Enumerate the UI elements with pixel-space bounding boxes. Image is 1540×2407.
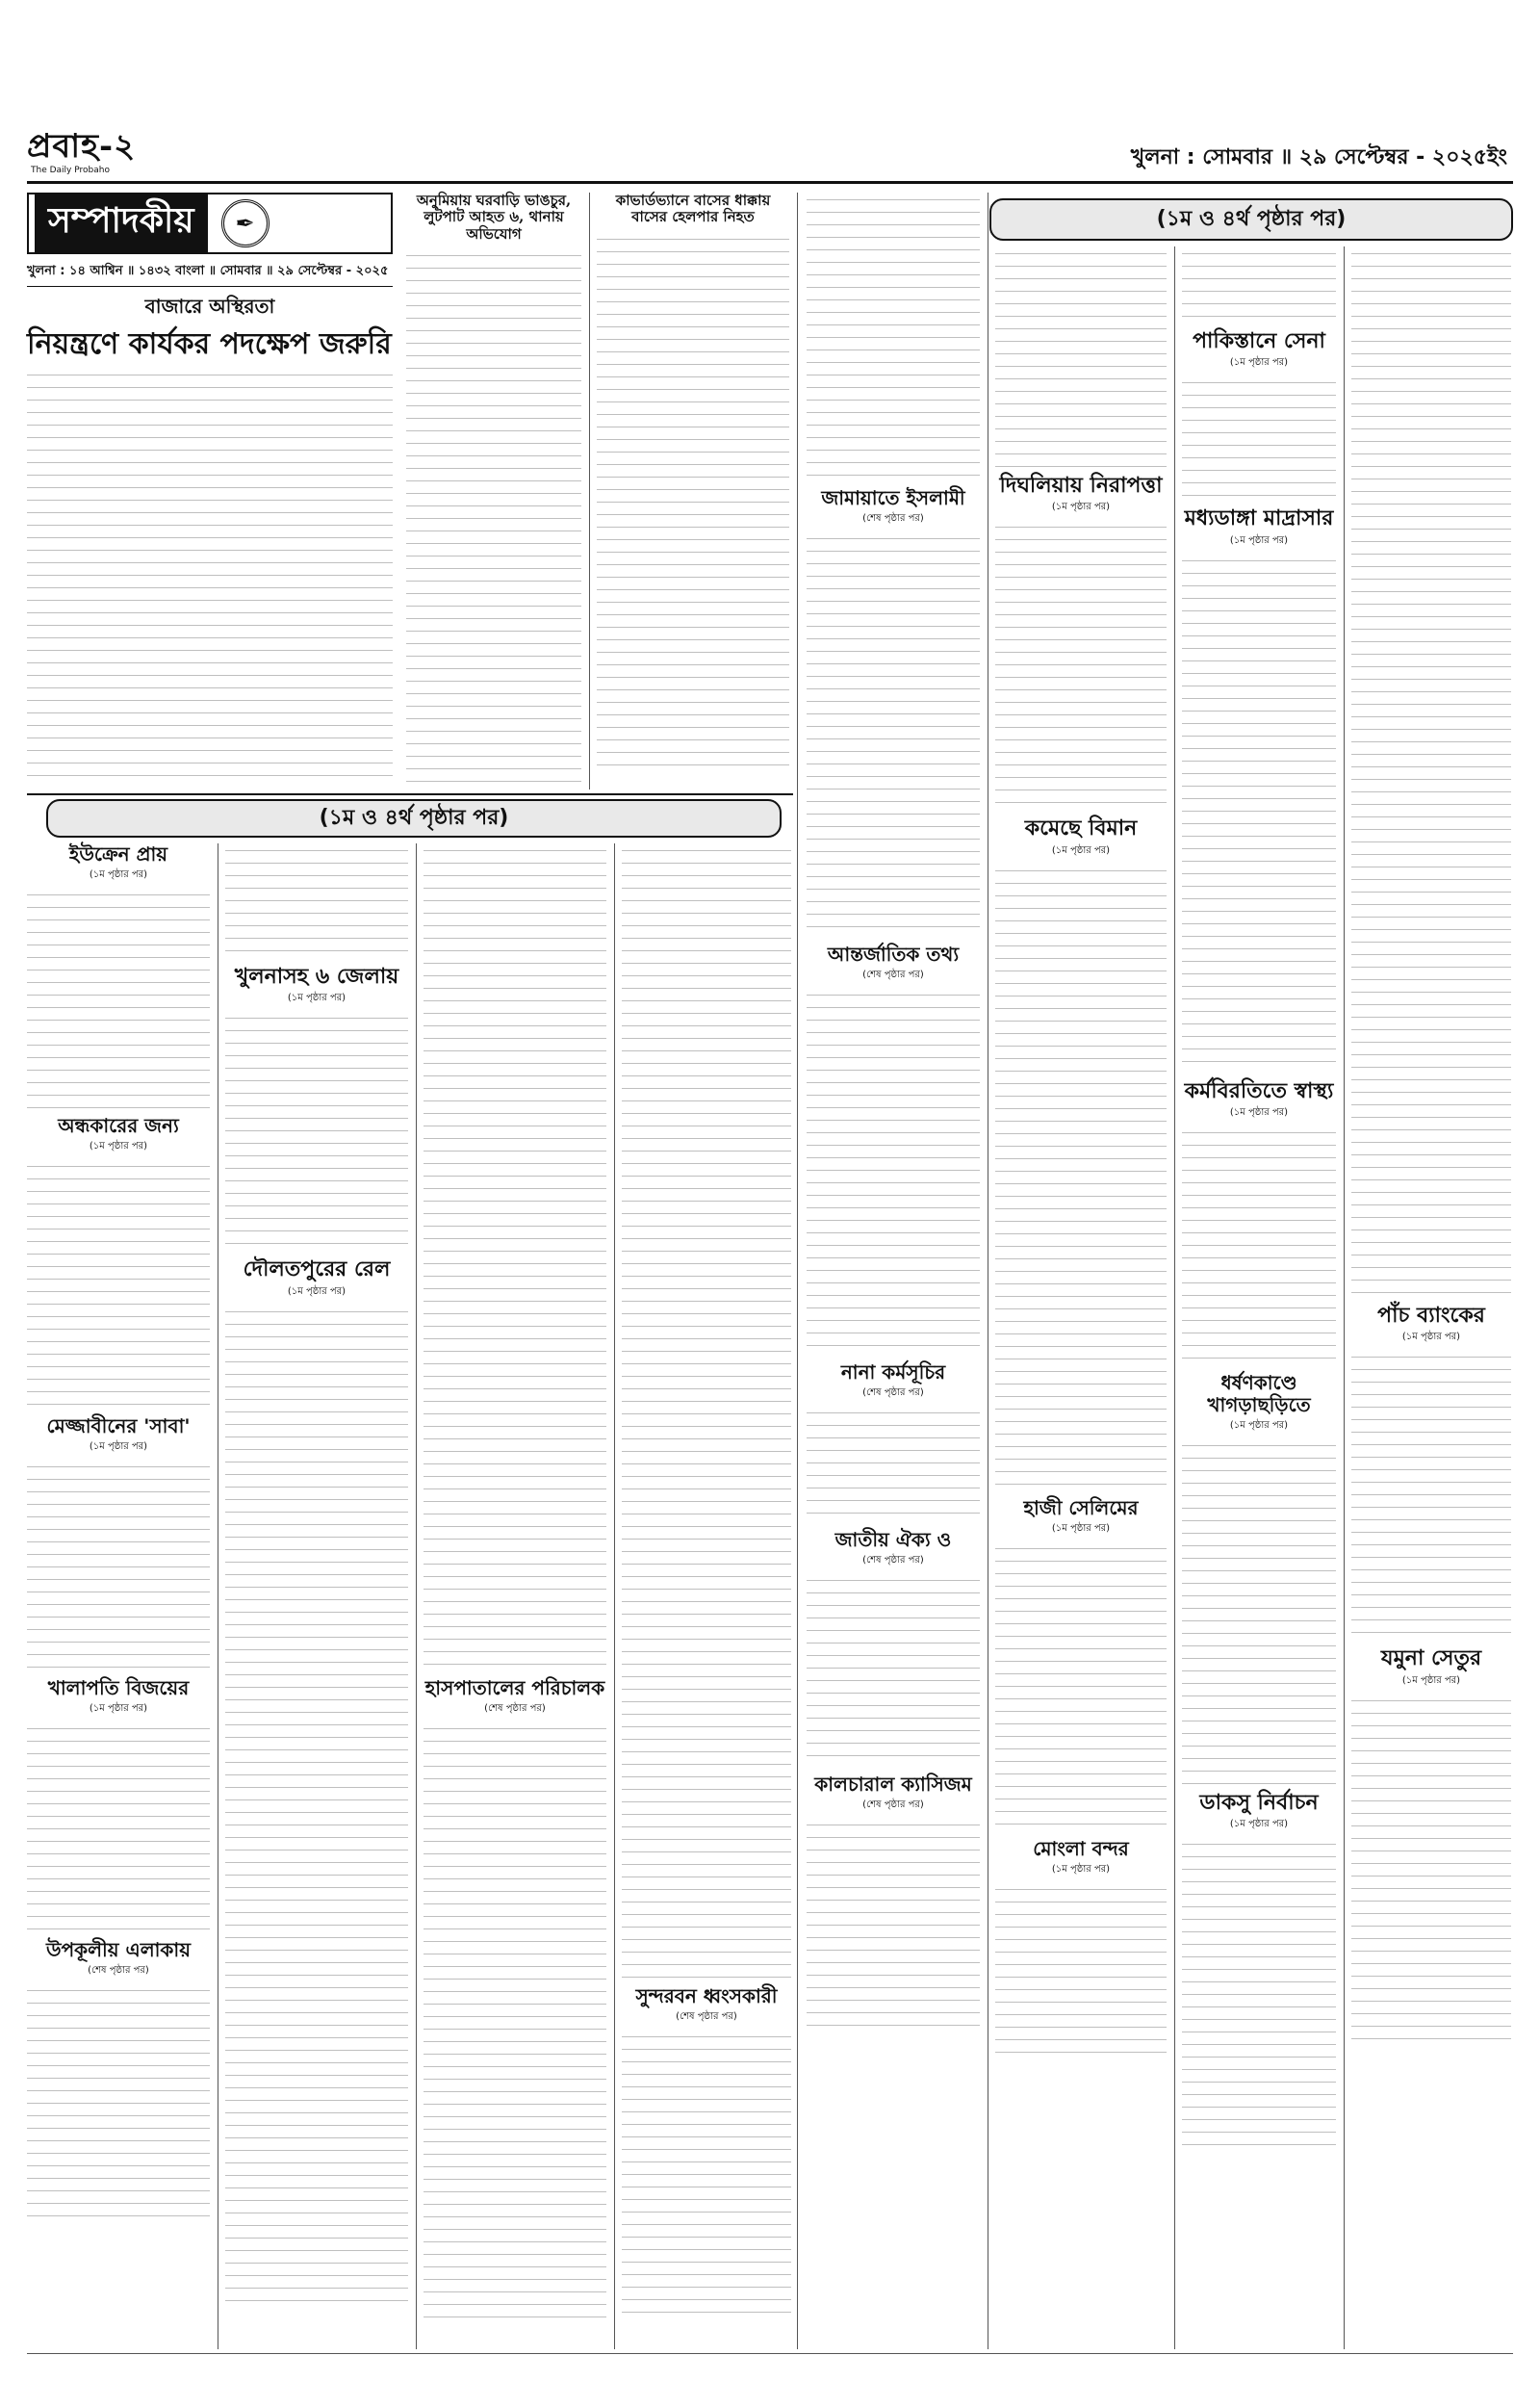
story-headline: জামায়াতে ইসলামী <box>821 486 965 509</box>
continued-label: (শেষ পৃষ্ঠার পর) <box>484 1703 546 1714</box>
story-body <box>424 843 606 1671</box>
continued-label: (১ম পৃষ্ঠার পর) <box>89 1703 148 1714</box>
column-rule <box>589 193 590 789</box>
continuation-banner: (১ম ও ৪র্থ পৃষ্ঠার পর) <box>989 198 1513 241</box>
story-body <box>1182 1126 1336 1366</box>
story-body <box>807 1406 980 1521</box>
editorial-kicker: বাজারে অস্থিরতা <box>144 295 275 318</box>
column-rule <box>797 193 798 2349</box>
column-rule <box>614 843 615 2349</box>
story-headline: অনুমিয়ায় ঘরবাড়ি ভাঙচুর, লুটপাট আহত ৬, থানায় অভিযোগ <box>416 192 572 243</box>
continuation-banner: (১ম ও ৪র্থ পৃষ্ঠার পর) <box>46 799 782 838</box>
editorial-body <box>27 368 393 782</box>
continued-label: (শেষ পৃষ্ঠার পর) <box>676 2011 737 2022</box>
continued-label: (১ম পৃষ্ঠার পর) <box>1229 1419 1289 1431</box>
logo <box>27 121 239 177</box>
story-headline: হাজী সেলিমের <box>1023 1495 1139 1519</box>
continued-label: (১ম পৃষ্ঠার পর) <box>1051 844 1111 856</box>
editorial-section <box>27 193 393 789</box>
story-headline: অন্ধকারের জন্য <box>58 1114 179 1137</box>
dateline: খুলনা : সোমবার ॥ ২৯ সেপ্টেম্বর - ২০২৫ইং <box>1130 145 1507 169</box>
story-body <box>27 1159 210 1410</box>
story-body <box>1182 246 1336 324</box>
pen-nib-icon: ✒ <box>221 199 270 247</box>
continued-label: (শেষ পৃষ্ঠার পর) <box>862 513 924 524</box>
story-column-lower-1 <box>27 843 210 2224</box>
story-column-lower-4 <box>622 843 791 2318</box>
story-body <box>1351 246 1511 1296</box>
story-body <box>597 232 789 771</box>
story-column-4 <box>995 246 1167 2056</box>
editorial-header <box>27 193 393 254</box>
story-body <box>1182 375 1336 501</box>
story-body <box>406 248 581 788</box>
editorial-date: খুলনা : ১৪ আশ্বিন ॥ ১৪৩২ বাংলা ॥ সোমবার ॥ ২৯ সেপ্টেম্বর - ২০২৫ <box>27 262 393 287</box>
logo-tagline: The Daily Probaho <box>31 166 110 175</box>
story-headline: মধ্যডাঙ্গা মাদ্রাসার <box>1184 505 1334 531</box>
story-headline: সুন্দরবন ধ্বংসকারী <box>635 1984 778 2007</box>
story-body <box>225 843 408 959</box>
story-body <box>424 1721 606 2318</box>
story-headline: পাকিস্তানে সেনা <box>1193 328 1325 353</box>
logo-text: প্রবাহ <box>27 127 100 166</box>
story-headline: পাঁচ ব্যাংকের <box>1377 1303 1485 1328</box>
continued-label: (১ম পৃষ্ঠার পর) <box>1401 1332 1461 1343</box>
story-headline: কর্মবিরতিতে স্বাস্থ্য <box>1184 1077 1334 1103</box>
story-headline: খালাপতি বিজয়ের <box>47 1676 190 1699</box>
story-headline: ডাকসু নির্বাচন <box>1199 1789 1319 1815</box>
story-body <box>807 1818 980 2030</box>
editorial-headline: নিয়ন্ত্রণে কার্যকর পদক্ষেপ জরুরি <box>27 327 392 361</box>
story-column-5 <box>1182 246 1336 2145</box>
continued-label: (শেষ পৃষ্ঠার পর) <box>862 1555 924 1566</box>
story-headline: যমুনা সেতুর <box>1380 1645 1482 1671</box>
continued-label: (১ম পৃষ্ঠার পর) <box>1229 357 1289 369</box>
story-body <box>27 1460 210 1671</box>
story-headline: ইউক্রেন প্রায় <box>68 842 168 866</box>
story-body <box>995 1882 1167 2056</box>
story-body <box>995 246 1167 468</box>
story-body <box>1182 554 1336 1074</box>
masthead <box>27 119 1513 184</box>
story-headline: মেজ্জাবীনের 'সাবা' <box>46 1414 191 1437</box>
editorial-title: সম্পাদকীয় <box>35 193 208 254</box>
continued-label: (১ম পৃষ্ঠার পর) <box>1229 534 1289 546</box>
story-headline: হাসপাতালের পরিচালক <box>424 1676 605 1699</box>
continued-label: (১ম পৃষ্ঠার পর) <box>287 1285 346 1297</box>
continued-label: (১ম পৃষ্ঠার পর) <box>287 993 346 1004</box>
story-body <box>807 988 980 1354</box>
story-headline: দিঘলিয়ায় নিরাপত্তা <box>999 473 1163 498</box>
story-body <box>995 520 1167 809</box>
story-body <box>27 1721 210 1933</box>
continued-label: (শেষ পৃষ্ঠার পর) <box>88 1965 149 1976</box>
story-body <box>807 193 980 481</box>
continued-label: (১ম পৃষ্ঠার পর) <box>1051 1863 1111 1875</box>
bottom-rule <box>27 2353 1513 2354</box>
continued-label: (১ম পৃষ্ঠার পর) <box>89 1441 148 1452</box>
story-body <box>27 1983 210 2224</box>
story-body <box>622 843 791 1980</box>
story-headline: মোংলা বন্দর <box>1033 1836 1129 1860</box>
story-body <box>225 1305 408 2306</box>
story-headline: নানা কর্মসূচির <box>840 1360 946 1384</box>
column-rule <box>1174 246 1175 2349</box>
story-body <box>807 1573 980 1766</box>
story-headline: ধর্ষণকাণ্ডে খাগড়াছড়িতে <box>1207 1370 1311 1416</box>
newspaper-page <box>27 23 1513 2372</box>
story-column-6 <box>1351 246 1511 2040</box>
story-headline: উপকূলীয় এলাকায় <box>45 1938 191 1961</box>
continued-label: (১ম পৃষ্ঠার পর) <box>89 869 148 880</box>
continued-label: (শেষ পৃষ্ঠার পর) <box>862 1799 924 1810</box>
story-body <box>995 864 1167 1489</box>
story-headline: জাতীয় ঐক্য ও <box>834 1528 952 1551</box>
story-2 <box>597 193 789 771</box>
continued-label: (১ম পৃষ্ঠার পর) <box>1229 1819 1289 1830</box>
continued-label: (১ম পৃষ্ঠার পর) <box>1401 1674 1461 1686</box>
continued-label: (১ম পৃষ্ঠার পর) <box>1051 1522 1111 1534</box>
story-column-3 <box>807 193 980 2030</box>
story-body <box>622 2030 791 2318</box>
story-body <box>1182 1837 1336 2145</box>
page-number: -২ <box>99 127 137 166</box>
story-1 <box>406 193 581 788</box>
continued-label: (১ম পৃষ্ঠার পর) <box>1229 1106 1289 1118</box>
story-column-lower-3 <box>424 843 606 2318</box>
story-headline: কাভার্ডভ্যানে বাসের ধাক্কায় বাসের হেলপার নিহত <box>615 192 771 226</box>
continued-label: (১ম পৃষ্ঠার পর) <box>1051 502 1111 513</box>
story-headline: কালচারাল ক্যাসিজম <box>814 1773 972 1796</box>
story-body <box>807 531 980 936</box>
continued-label: (১ম পৃষ্ঠার পর) <box>89 1141 148 1152</box>
story-headline: কমেছে বিমান <box>1024 815 1138 841</box>
story-body <box>27 888 210 1109</box>
continued-label: (শেষ পৃষ্ঠার পর) <box>862 1387 924 1398</box>
column-rule <box>416 843 417 2349</box>
story-body <box>225 1011 408 1252</box>
story-body <box>1351 1350 1511 1639</box>
story-body <box>1182 1438 1336 1785</box>
continued-label: (শেষ পৃষ্ঠার পর) <box>862 970 924 980</box>
story-body <box>1351 1694 1511 2040</box>
section-rule <box>27 793 793 795</box>
story-headline: আন্তর্জাতিক তথ্য <box>827 943 960 966</box>
story-headline: দৌলতপুরের রেল <box>243 1256 391 1282</box>
column-rule <box>1344 246 1345 2349</box>
story-headline: খুলনাসহ ৬ জেলায় <box>234 964 399 989</box>
story-column-lower-2 <box>225 843 408 2306</box>
story-body <box>995 1541 1167 1830</box>
